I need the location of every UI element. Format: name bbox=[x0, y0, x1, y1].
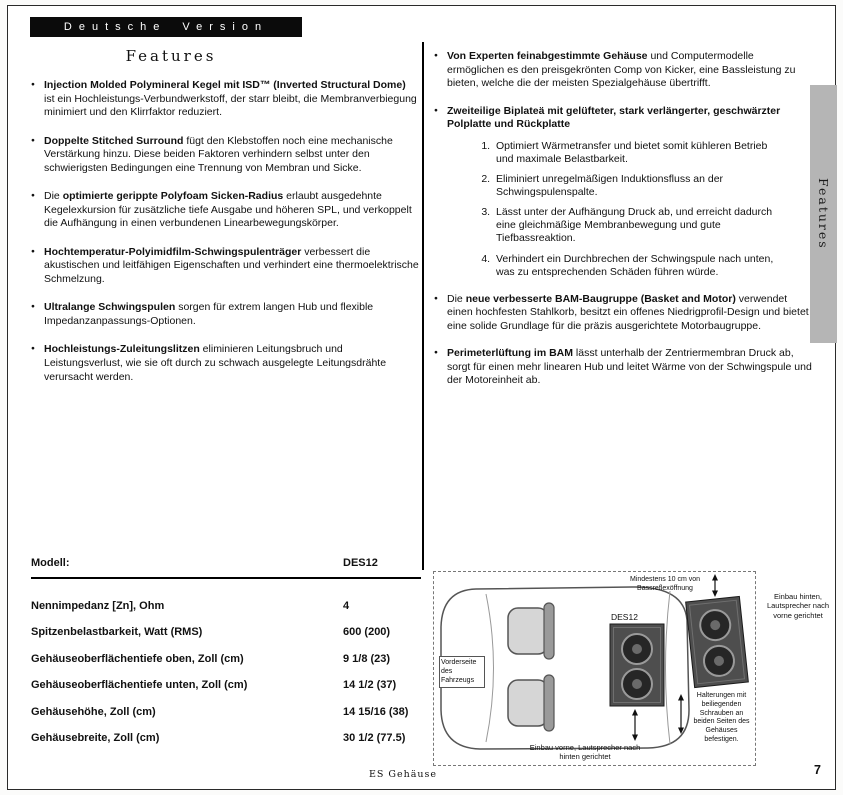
front-install-label: Einbau vorne, Lautsprecher nach hinten gerichtet bbox=[529, 743, 641, 762]
spec-value: 4 bbox=[343, 599, 350, 612]
bullet-text: erlaubt ausgedehnte Kegelexkursion für zusätzliche tiefe Ausgabe und höheren SPL, und verkoppelt die Aufhängung in einen verbundenen Linearbewegungskörper. bbox=[44, 190, 412, 230]
table-row bbox=[31, 665, 421, 692]
page-title: Features bbox=[125, 47, 217, 65]
rear-install-label: Einbau hinten, Lautsprecher nach vorne gerichtet bbox=[766, 592, 830, 620]
bullet-text: und Computermodelle ermöglichen es den preisgekrönten Comp von Kicker, eine Bassleistung zu bieten, welche die der meisten Spezialgehäuse übertrifft. bbox=[447, 50, 796, 90]
spec-value: 600 (200) bbox=[343, 626, 391, 638]
min-distance-label: Mindestens 10 cm von Bassreflexöffnung bbox=[629, 576, 701, 592]
clearance-arrow-top-icon bbox=[712, 574, 718, 597]
spec-label: Gehäuseoberflächentiefe unten, Zoll (cm) bbox=[31, 679, 248, 691]
biplate-benefits-list bbox=[493, 140, 779, 279]
bullet-lead: Hochleistungs-Zuleitungslitzen bbox=[44, 343, 200, 356]
spec-label: Spitzenbelastbarkeit, Watt (RMS) bbox=[31, 626, 203, 638]
page-number: 7 bbox=[814, 763, 821, 777]
spec-value: 14 15/16 (38) bbox=[343, 705, 409, 718]
page-frame bbox=[7, 5, 836, 790]
spec-table-header bbox=[31, 557, 421, 579]
bullet-lead: Doppelte Stitched Surround bbox=[44, 134, 184, 147]
spec-label: Gehäuseoberflächentiefe oben, Zoll (cm) bbox=[31, 652, 244, 665]
spec-table-rows bbox=[31, 579, 421, 744]
biplate-benefit-item: 3. Lässt unter der Aufhängung Druck ab, und erreicht dadurch eine gleichmäßige Membranbewegung und gute Tiefbassreaktion. bbox=[493, 206, 779, 245]
bullet-lead: Zweiteilige Biplateä mit gelüfteter, stark verlängerter, geschwärzter Polplatte und Rückplatte bbox=[447, 104, 781, 131]
dashboard-line bbox=[486, 594, 494, 742]
bullet-text: eliminieren Leitungsbruch und Leistungsverlust, wie sie oft durch zu schwach ausgelegte Leitungsdrähte verursacht werden. bbox=[44, 343, 387, 383]
spec-value: 30 1/2 (77.5) bbox=[343, 732, 406, 744]
bullet-pre: Die bbox=[447, 292, 466, 305]
feature-bullet bbox=[434, 347, 812, 388]
bullet-lead: Injection Molded Polymineral Kegel mit ISD™ (Inverted Structural Dome) bbox=[44, 79, 406, 91]
box-model-label: DES12 bbox=[611, 612, 638, 622]
column-divider bbox=[422, 42, 424, 570]
rear-deck-line bbox=[666, 591, 671, 744]
bullet-lead: Perimeterlüftung im BAM bbox=[447, 347, 574, 360]
table-row bbox=[31, 612, 421, 639]
seat-icon bbox=[508, 675, 554, 731]
subwoofer-box-rear-icon bbox=[686, 596, 749, 687]
feature-bullet bbox=[31, 190, 419, 231]
table-row bbox=[31, 585, 421, 612]
bullet-text: ist ein Hochleistungs-Verbundwerkstoff, der starr bleibt, die Membranverbiegung minimiert und den Klirrfaktor reduziert. bbox=[44, 92, 417, 119]
feature-bullet bbox=[31, 79, 419, 120]
language-banner-label: Deutsche Version bbox=[63, 21, 269, 33]
section-tab-features bbox=[810, 85, 837, 343]
bullet-lead: neue verbesserte BAM-Baugruppe (Basket and Motor) bbox=[465, 292, 736, 305]
bullet-lead: Ultralange Schwingspulen bbox=[44, 301, 176, 314]
feature-bullet bbox=[31, 343, 419, 384]
table-row bbox=[31, 718, 421, 745]
feature-bullet bbox=[434, 105, 812, 279]
table-row bbox=[31, 691, 421, 718]
spec-label: Gehäusebreite, Zoll (cm) bbox=[31, 732, 160, 744]
feature-bullet bbox=[31, 135, 419, 176]
spec-model-value: DES12 bbox=[343, 557, 378, 569]
seat-icon bbox=[508, 603, 554, 659]
biplate-benefit-item: 2. Eliminiert unregelmäßigen Induktionsfluss an der Schwingspulenspalte. bbox=[493, 173, 779, 199]
spec-value: 9 1/8 (23) bbox=[343, 652, 391, 665]
bullet-text: lässt unterhalb der Zentriermembran Druck ab, sorgt für einen mehr linearen Hub und leitet Wärme von der Schwingspule und der Motoreinheit ab. bbox=[447, 347, 812, 387]
bullet-text: fügt den Klebstoffen noch eine mechanische Verstärkung hinzu. Diese beiden Faktoren verhindern selbst unter den schwierigsten Bedingungen eine Trennung von Membran und Sicke. bbox=[44, 134, 393, 174]
bullet-lead: Hochtemperatur-Polyimidfilm-Schwingspulenträger bbox=[44, 245, 302, 258]
bullet-pre: Die bbox=[44, 190, 63, 203]
bracket-arrow-icon bbox=[678, 694, 684, 734]
feature-bullet bbox=[31, 246, 419, 287]
bullet-text: verbessert die akustischen und leitfähigen Eigenschaften und verhindert eine thermoelektrische Schmelzung. bbox=[44, 245, 419, 285]
bullet-lead: Von Experten feinabgestimmte Gehäuse bbox=[447, 50, 648, 62]
footer-section-label: ES Gehäuse bbox=[368, 769, 438, 780]
biplate-benefit-item: 1. Optimiert Wärmetransfer und bietet somit kühleren Betrieb und maximale Belastbarkeit. bbox=[493, 140, 779, 166]
install-diagram bbox=[433, 571, 756, 766]
spec-label: Nennimpedanz [Zn], Ohm bbox=[31, 599, 165, 612]
features-column-left bbox=[31, 79, 419, 399]
feature-bullet bbox=[434, 50, 812, 91]
subwoofer-box-front-icon bbox=[610, 624, 664, 706]
features-list-left bbox=[31, 79, 419, 384]
biplate-benefit-item: 4. Verhindert ein Durchbrechen der Schwingspule nach unten, was zu entsprechenden Schäden führen würde. bbox=[493, 253, 779, 279]
spec-model-label: Modell: bbox=[31, 557, 70, 569]
spec-value: 14 1/2 (37) bbox=[343, 679, 397, 691]
features-list-right bbox=[434, 50, 812, 388]
bullet-text: verwendet einen hochfesten Stahlkorb, besitzt ein offenes Niedrigprofil-Design und bietet eine solide Grundlage für die präzis ausgerichtete Motorbaugruppe. bbox=[447, 292, 809, 332]
feature-bullet bbox=[31, 301, 419, 328]
section-tab-label: Features bbox=[816, 178, 831, 250]
table-row bbox=[31, 638, 421, 665]
brackets-label: Halterungen mit beiliegenden Schrauben an beiden Seiten des Gehäuses befestigen. bbox=[693, 692, 750, 743]
features-column-right bbox=[434, 50, 812, 402]
spec-table bbox=[31, 557, 421, 744]
bullet-lead: optimierte gerippte Polyfoam Sicken-Radius bbox=[62, 190, 284, 203]
bullet-text: sorgen für extrem langen Hub und flexible Impedanzanpassungs-Optionen. bbox=[44, 301, 374, 327]
clearance-arrow-bottom-icon bbox=[632, 709, 638, 741]
language-banner bbox=[30, 17, 302, 37]
feature-bullet bbox=[434, 293, 812, 334]
spec-label: Gehäusehöhe, Zoll (cm) bbox=[31, 705, 156, 718]
front-of-vehicle-label: Vorderseite des Fahrzeugs bbox=[439, 656, 485, 688]
